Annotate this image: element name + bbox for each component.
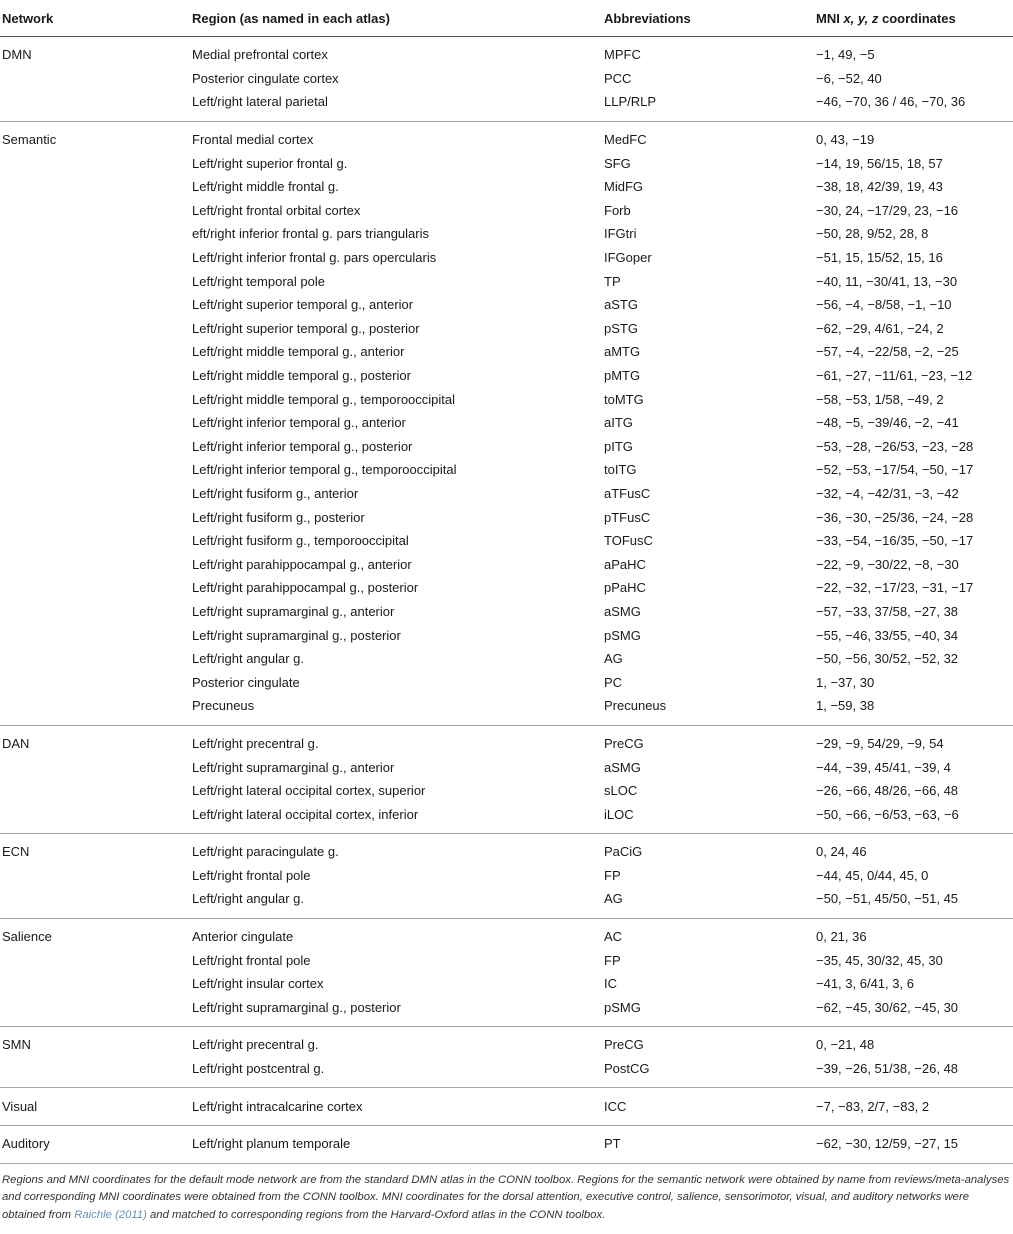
table-row xyxy=(0,246,1013,270)
table-row xyxy=(0,948,1013,972)
region-cell: Left/right middle temporal g., anterior xyxy=(192,344,405,360)
region-cell: Left/right inferior temporal g., posterior xyxy=(192,438,413,454)
region-cell: Left/right precentral g. xyxy=(192,1037,319,1053)
header-network: Network xyxy=(0,0,190,37)
region-cell: Left/right temporal pole xyxy=(192,273,325,289)
abbreviation-cell: FP xyxy=(604,867,621,883)
region-cell: Posterior cingulate cortex xyxy=(192,70,339,86)
abbreviation-cell: aPaHC xyxy=(604,556,646,572)
network-cell xyxy=(0,458,190,482)
abbreviation-cell: aMTG xyxy=(604,344,641,360)
network-cell xyxy=(0,364,190,388)
coordinates-cell: −50, −51, 45/50, −51, 45 xyxy=(816,891,959,907)
region-cell: Left/right parahippocampal g., anterior xyxy=(192,556,412,572)
abbreviation-cell: pTFusC xyxy=(604,509,651,525)
network-cell xyxy=(0,670,190,694)
region-cell: Left/right frontal pole xyxy=(192,952,311,968)
table-row xyxy=(0,779,1013,803)
region-cell: Left/right lateral parietal xyxy=(192,94,328,110)
coordinates-cell: −50, −66, −6/53, −63, −6 xyxy=(816,806,959,822)
region-cell: Left/right supramarginal g., posterior xyxy=(192,999,401,1015)
footnote-text-1: Regions and MNI coordinates for the default mode network are from the standard DMN atlas in the CONN toolbox. Regions for the semantic network were obtained by name from reviews/meta-analyses and corresponding MNI coordinates were obtained from the CONN toolbox. MNI coordinates for the dorsal attention, executive control, salience, sensorimotor, visual, and auditory networks were obtained from xyxy=(2,1173,1010,1221)
region-cell: Posterior cingulate xyxy=(192,674,300,690)
table-row xyxy=(0,482,1013,506)
network-cell: DMN xyxy=(2,47,32,63)
network-cell xyxy=(0,1057,190,1088)
network-group xyxy=(0,918,1013,1026)
abbreviation-cell: sLOC xyxy=(604,783,638,799)
abbreviation-cell: IFGtri xyxy=(604,226,637,242)
network-cell xyxy=(0,269,190,293)
network-cell xyxy=(0,67,190,91)
coordinates-cell: 0, 43, −19 xyxy=(816,132,875,148)
region-cell: Left/right planum temporale xyxy=(192,1136,351,1152)
coordinates-cell: −22, −9, −30/22, −8, −30 xyxy=(816,556,959,572)
coordinates-cell: −50, −56, 30/52, −52, 32 xyxy=(816,651,959,667)
region-cell: Left/right supramarginal g., anterior xyxy=(192,603,395,619)
network-group xyxy=(0,121,1013,725)
coordinates-cell: −51, 15, 15/52, 15, 16 xyxy=(816,250,943,266)
coordinates-cell: −62, −29, 4/61, −24, 2 xyxy=(816,320,944,336)
region-cell: Left/right parahippocampal g., posterior xyxy=(192,580,419,596)
header-region: Region (as named in each atlas) xyxy=(190,0,602,37)
footnote-text-2: and matched to corresponding regions from the Harvard-Oxford atlas in the CONN toolbox. xyxy=(146,1208,606,1221)
abbreviation-cell: PreCG xyxy=(604,735,644,751)
coordinates-cell: −14, 19, 56/15, 18, 57 xyxy=(816,155,943,171)
network-cell xyxy=(0,552,190,576)
table-row xyxy=(0,317,1013,341)
table-row xyxy=(0,623,1013,647)
table-footnote xyxy=(0,1164,1013,1225)
abbreviation-cell: aSTG xyxy=(604,297,638,313)
table-row xyxy=(0,458,1013,482)
coordinates-cell: −58, −53, 1/58, −49, 2 xyxy=(816,391,944,407)
table-row xyxy=(0,90,1013,121)
abbreviation-cell: FP xyxy=(604,952,621,968)
abbreviation-cell: TOFusC xyxy=(604,533,653,549)
abbreviation-cell: pPaHC xyxy=(604,580,646,596)
network-cell xyxy=(0,779,190,803)
network-cell xyxy=(0,972,190,996)
region-cell: Frontal medial cortex xyxy=(192,132,314,148)
coordinates-cell: 0, 24, 46 xyxy=(816,844,867,860)
table-row xyxy=(0,411,1013,435)
coordinates-cell: −38, 18, 42/39, 19, 43 xyxy=(816,179,943,195)
abbreviation-cell: ICC xyxy=(604,1098,627,1114)
abbreviation-cell: TP xyxy=(604,273,621,289)
coordinates-cell: −26, −66, 48/26, −66, 48 xyxy=(816,783,959,799)
region-cell: Left/right frontal pole xyxy=(192,867,311,883)
network-group xyxy=(0,37,1013,122)
coordinates-cell: −41, 3, 6/41, 3, 6 xyxy=(816,976,914,992)
table-row xyxy=(0,222,1013,246)
table-row xyxy=(0,175,1013,199)
coordinates-cell: −62, −30, 12/59, −27, 15 xyxy=(816,1136,959,1152)
table-row xyxy=(0,864,1013,888)
abbreviation-cell: MedFC xyxy=(604,132,647,148)
network-cell xyxy=(0,482,190,506)
abbreviation-cell: AC xyxy=(604,929,623,945)
table-row xyxy=(0,694,1013,725)
network-cell xyxy=(0,387,190,411)
table-row xyxy=(0,199,1013,223)
region-cell: Left/right fusiform g., temporooccipital xyxy=(192,533,409,549)
abbreviation-cell: pSMG xyxy=(604,999,641,1015)
abbreviation-cell: aITG xyxy=(604,415,633,431)
abbreviation-cell: IC xyxy=(604,976,617,992)
header-abbreviation: Abbreviations xyxy=(602,0,814,37)
region-cell: Left/right angular g. xyxy=(192,891,305,907)
network-cell xyxy=(0,340,190,364)
network-cell xyxy=(0,694,190,725)
network-cell xyxy=(0,175,190,199)
region-cell: Left/right precentral g. xyxy=(192,735,319,751)
coordinates-cell: −44, −39, 45/41, −39, 4 xyxy=(816,759,951,775)
coordinates-cell: −33, −54, −16/35, −50, −17 xyxy=(816,533,974,549)
network-cell xyxy=(0,222,190,246)
region-cell: Left/right superior temporal g., anterior xyxy=(192,297,414,313)
coordinates-cell: 1, −37, 30 xyxy=(816,674,875,690)
region-cell: Left/right intracalcarine cortex xyxy=(192,1098,363,1114)
network-cell xyxy=(0,411,190,435)
region-cell: Left/right insular cortex xyxy=(192,976,324,992)
abbreviation-cell: pSMG xyxy=(604,627,641,643)
abbreviation-cell: PT xyxy=(604,1136,621,1152)
coordinates-cell: −57, −4, −22/58, −2, −25 xyxy=(816,344,959,360)
abbreviation-cell: SFG xyxy=(604,155,631,171)
coordinates-cell: −32, −4, −42/31, −3, −42 xyxy=(816,485,959,501)
region-cell: Left/right angular g. xyxy=(192,651,305,667)
abbreviation-cell: aSMG xyxy=(604,759,641,775)
coordinates-cell: −29, −9, 54/29, −9, 54 xyxy=(816,735,944,751)
network-cell: Visual xyxy=(2,1098,38,1114)
header-coordinates xyxy=(814,0,1013,37)
network-cell: Auditory xyxy=(2,1136,50,1152)
table-row xyxy=(0,600,1013,624)
table-row xyxy=(0,121,1013,151)
region-cell: Left/right lateral occipital cortex, superior xyxy=(192,783,426,799)
region-cell: Left/right paracingulate g. xyxy=(192,844,339,860)
abbreviation-cell: pITG xyxy=(604,438,633,454)
region-cell: Left/right middle temporal g., temporooccipital xyxy=(192,391,456,407)
table-row xyxy=(0,269,1013,293)
abbreviation-cell: PreCG xyxy=(604,1037,644,1053)
table-row xyxy=(0,293,1013,317)
header-coords-prefix: MNI xyxy=(816,10,844,26)
coordinates-cell: −6, −52, 40 xyxy=(816,70,882,86)
region-cell: Left/right fusiform g., posterior xyxy=(192,509,365,525)
coordinates-cell: −57, −33, 37/58, −27, 38 xyxy=(816,603,959,619)
region-cell: Left/right frontal orbital cortex xyxy=(192,202,361,218)
abbreviation-cell: aSMG xyxy=(604,603,641,619)
region-cell: Left/right middle temporal g., posterior xyxy=(192,368,411,384)
abbreviation-cell: pMTG xyxy=(604,368,641,384)
network-cell xyxy=(0,623,190,647)
network-cell xyxy=(0,317,190,341)
coordinates-cell: 0, 21, 36 xyxy=(816,929,867,945)
network-cell xyxy=(0,435,190,459)
coordinates-cell: 0, −21, 48 xyxy=(816,1037,875,1053)
coordinates-cell: −36, −30, −25/36, −24, −28 xyxy=(816,509,974,525)
network-cell xyxy=(0,246,190,270)
table-row xyxy=(0,505,1013,529)
table-row xyxy=(0,1027,1013,1057)
header-coords-axes: x, y, z xyxy=(843,10,879,26)
coordinates-cell: −55, −46, 33/55, −40, 34 xyxy=(816,627,959,643)
coordinates-cell: −52, −53, −17/54, −50, −17 xyxy=(816,462,974,478)
region-cell: Left/right inferior temporal g., anterior xyxy=(192,415,406,431)
header-coords-suffix: coordinates xyxy=(878,10,956,26)
network-group xyxy=(0,1125,1013,1163)
region-cell: Left/right lateral occipital cortex, inferior xyxy=(192,806,419,822)
network-cell xyxy=(0,505,190,529)
table-row xyxy=(0,670,1013,694)
abbreviation-cell: MPFC xyxy=(604,47,641,63)
network-cell xyxy=(0,151,190,175)
table-row xyxy=(0,918,1013,948)
abbreviation-cell: toITG xyxy=(604,462,637,478)
region-cell: Left/right superior frontal g. xyxy=(192,155,348,171)
abbreviation-cell: AG xyxy=(604,651,623,667)
coordinates-cell: −48, −5, −39/46, −2, −41 xyxy=(816,415,959,431)
table-row xyxy=(0,340,1013,364)
network-cell xyxy=(0,755,190,779)
table-row xyxy=(0,552,1013,576)
network-cell xyxy=(0,996,190,1027)
abbreviation-cell: toMTG xyxy=(604,391,644,407)
table-row xyxy=(0,67,1013,91)
coordinates-cell: −56, −4, −8/58, −1, −10 xyxy=(816,297,952,313)
header-row xyxy=(0,0,1013,37)
region-cell: Anterior cingulate xyxy=(192,929,294,945)
network-cell xyxy=(0,864,190,888)
table-row xyxy=(0,364,1013,388)
table-row xyxy=(0,1057,1013,1088)
coordinates-cell: −22, −32, −17/23, −31, −17 xyxy=(816,580,974,596)
abbreviation-cell: Forb xyxy=(604,202,631,218)
network-group xyxy=(0,1088,1013,1126)
region-cell: Left/right fusiform g., anterior xyxy=(192,485,359,501)
coordinates-cell: −62, −45, 30/62, −45, 30 xyxy=(816,999,959,1015)
table-header xyxy=(0,0,1013,37)
network-cell: ECN xyxy=(2,844,30,860)
coordinates-cell: −1, 49, −5 xyxy=(816,47,875,63)
network-cell xyxy=(0,948,190,972)
region-cell: Left/right inferior frontal g. pars opercularis xyxy=(192,250,437,266)
network-cell xyxy=(0,293,190,317)
network-cell: Salience xyxy=(2,929,52,945)
table-row xyxy=(0,802,1013,833)
network-cell: Semantic xyxy=(2,132,57,148)
table-row xyxy=(0,435,1013,459)
abbreviation-cell: pSTG xyxy=(604,320,638,336)
table-row xyxy=(0,647,1013,671)
network-cell: DAN xyxy=(2,735,30,751)
coordinates-cell: −35, 45, 30/32, 45, 30 xyxy=(816,952,943,968)
coordinates-cell: 1, −59, 38 xyxy=(816,698,875,714)
region-cell: Left/right postcentral g. xyxy=(192,1061,325,1077)
network-cell xyxy=(0,600,190,624)
network-cell xyxy=(0,576,190,600)
coordinates-cell: −53, −28, −26/53, −23, −28 xyxy=(816,438,974,454)
coordinates-cell: −7, −83, 2/7, −83, 2 xyxy=(816,1098,930,1114)
network-cell xyxy=(0,529,190,553)
table-row xyxy=(0,996,1013,1027)
region-cell: Left/right inferior temporal g., temporooccipital xyxy=(192,462,457,478)
coordinates-cell: −30, 24, −17/29, 23, −16 xyxy=(816,202,959,218)
table-row xyxy=(0,576,1013,600)
table-row xyxy=(0,972,1013,996)
network-cell xyxy=(0,887,190,918)
abbreviation-cell: PostCG xyxy=(604,1061,650,1077)
abbreviation-cell: PC xyxy=(604,674,623,690)
table-row xyxy=(0,887,1013,918)
abbreviation-cell: iLOC xyxy=(604,806,634,822)
abbreviation-cell: PCC xyxy=(604,70,632,86)
citation-link[interactable]: Raichle (2011) xyxy=(74,1208,147,1221)
network-cell xyxy=(0,199,190,223)
table-row xyxy=(0,151,1013,175)
table-row xyxy=(0,37,1013,67)
network-group xyxy=(0,725,1013,833)
table-row xyxy=(0,1088,1013,1126)
network-group xyxy=(0,1027,1013,1088)
region-cell: Left/right superior temporal g., posterior xyxy=(192,320,420,336)
abbreviation-cell: PaCiG xyxy=(604,844,643,860)
table-row xyxy=(0,755,1013,779)
region-cell: Precuneus xyxy=(192,698,255,714)
region-cell: Left/right supramarginal g., anterior xyxy=(192,759,395,775)
table-row xyxy=(0,387,1013,411)
abbreviation-cell: aTFusC xyxy=(604,485,651,501)
abbreviation-cell: Precuneus xyxy=(604,698,667,714)
abbreviation-cell: AG xyxy=(604,891,623,907)
coordinates-cell: −40, 11, −30/41, 13, −30 xyxy=(816,273,958,289)
abbreviation-cell: IFGoper xyxy=(604,250,652,266)
abbreviation-cell: LLP/RLP xyxy=(604,94,657,110)
region-cell: Left/right middle frontal g. xyxy=(192,179,339,195)
region-cell: eft/right inferior frontal g. pars triangularis xyxy=(192,226,429,242)
table-row xyxy=(0,529,1013,553)
table-row xyxy=(0,1125,1013,1163)
abbreviation-cell: MidFG xyxy=(604,179,643,195)
coordinates-cell: −44, 45, 0/44, 45, 0 xyxy=(816,867,929,883)
region-cell: Medial prefrontal cortex xyxy=(192,47,328,63)
network-cell xyxy=(0,647,190,671)
table-row xyxy=(0,834,1013,864)
table-row xyxy=(0,725,1013,755)
coordinates-cell: −61, −27, −11/61, −23, −12 xyxy=(816,368,973,384)
network-cell xyxy=(0,90,190,121)
region-cell: Left/right supramarginal g., posterior xyxy=(192,627,401,643)
coordinates-cell: −50, 28, 9/52, 28, 8 xyxy=(816,226,929,242)
network-cell: SMN xyxy=(2,1037,31,1053)
network-group xyxy=(0,834,1013,919)
coordinates-cell: −46, −70, 36 / 46, −70, 36 xyxy=(816,94,966,110)
coordinates-cell: −39, −26, 51/38, −26, 48 xyxy=(816,1061,959,1077)
network-cell xyxy=(0,802,190,833)
